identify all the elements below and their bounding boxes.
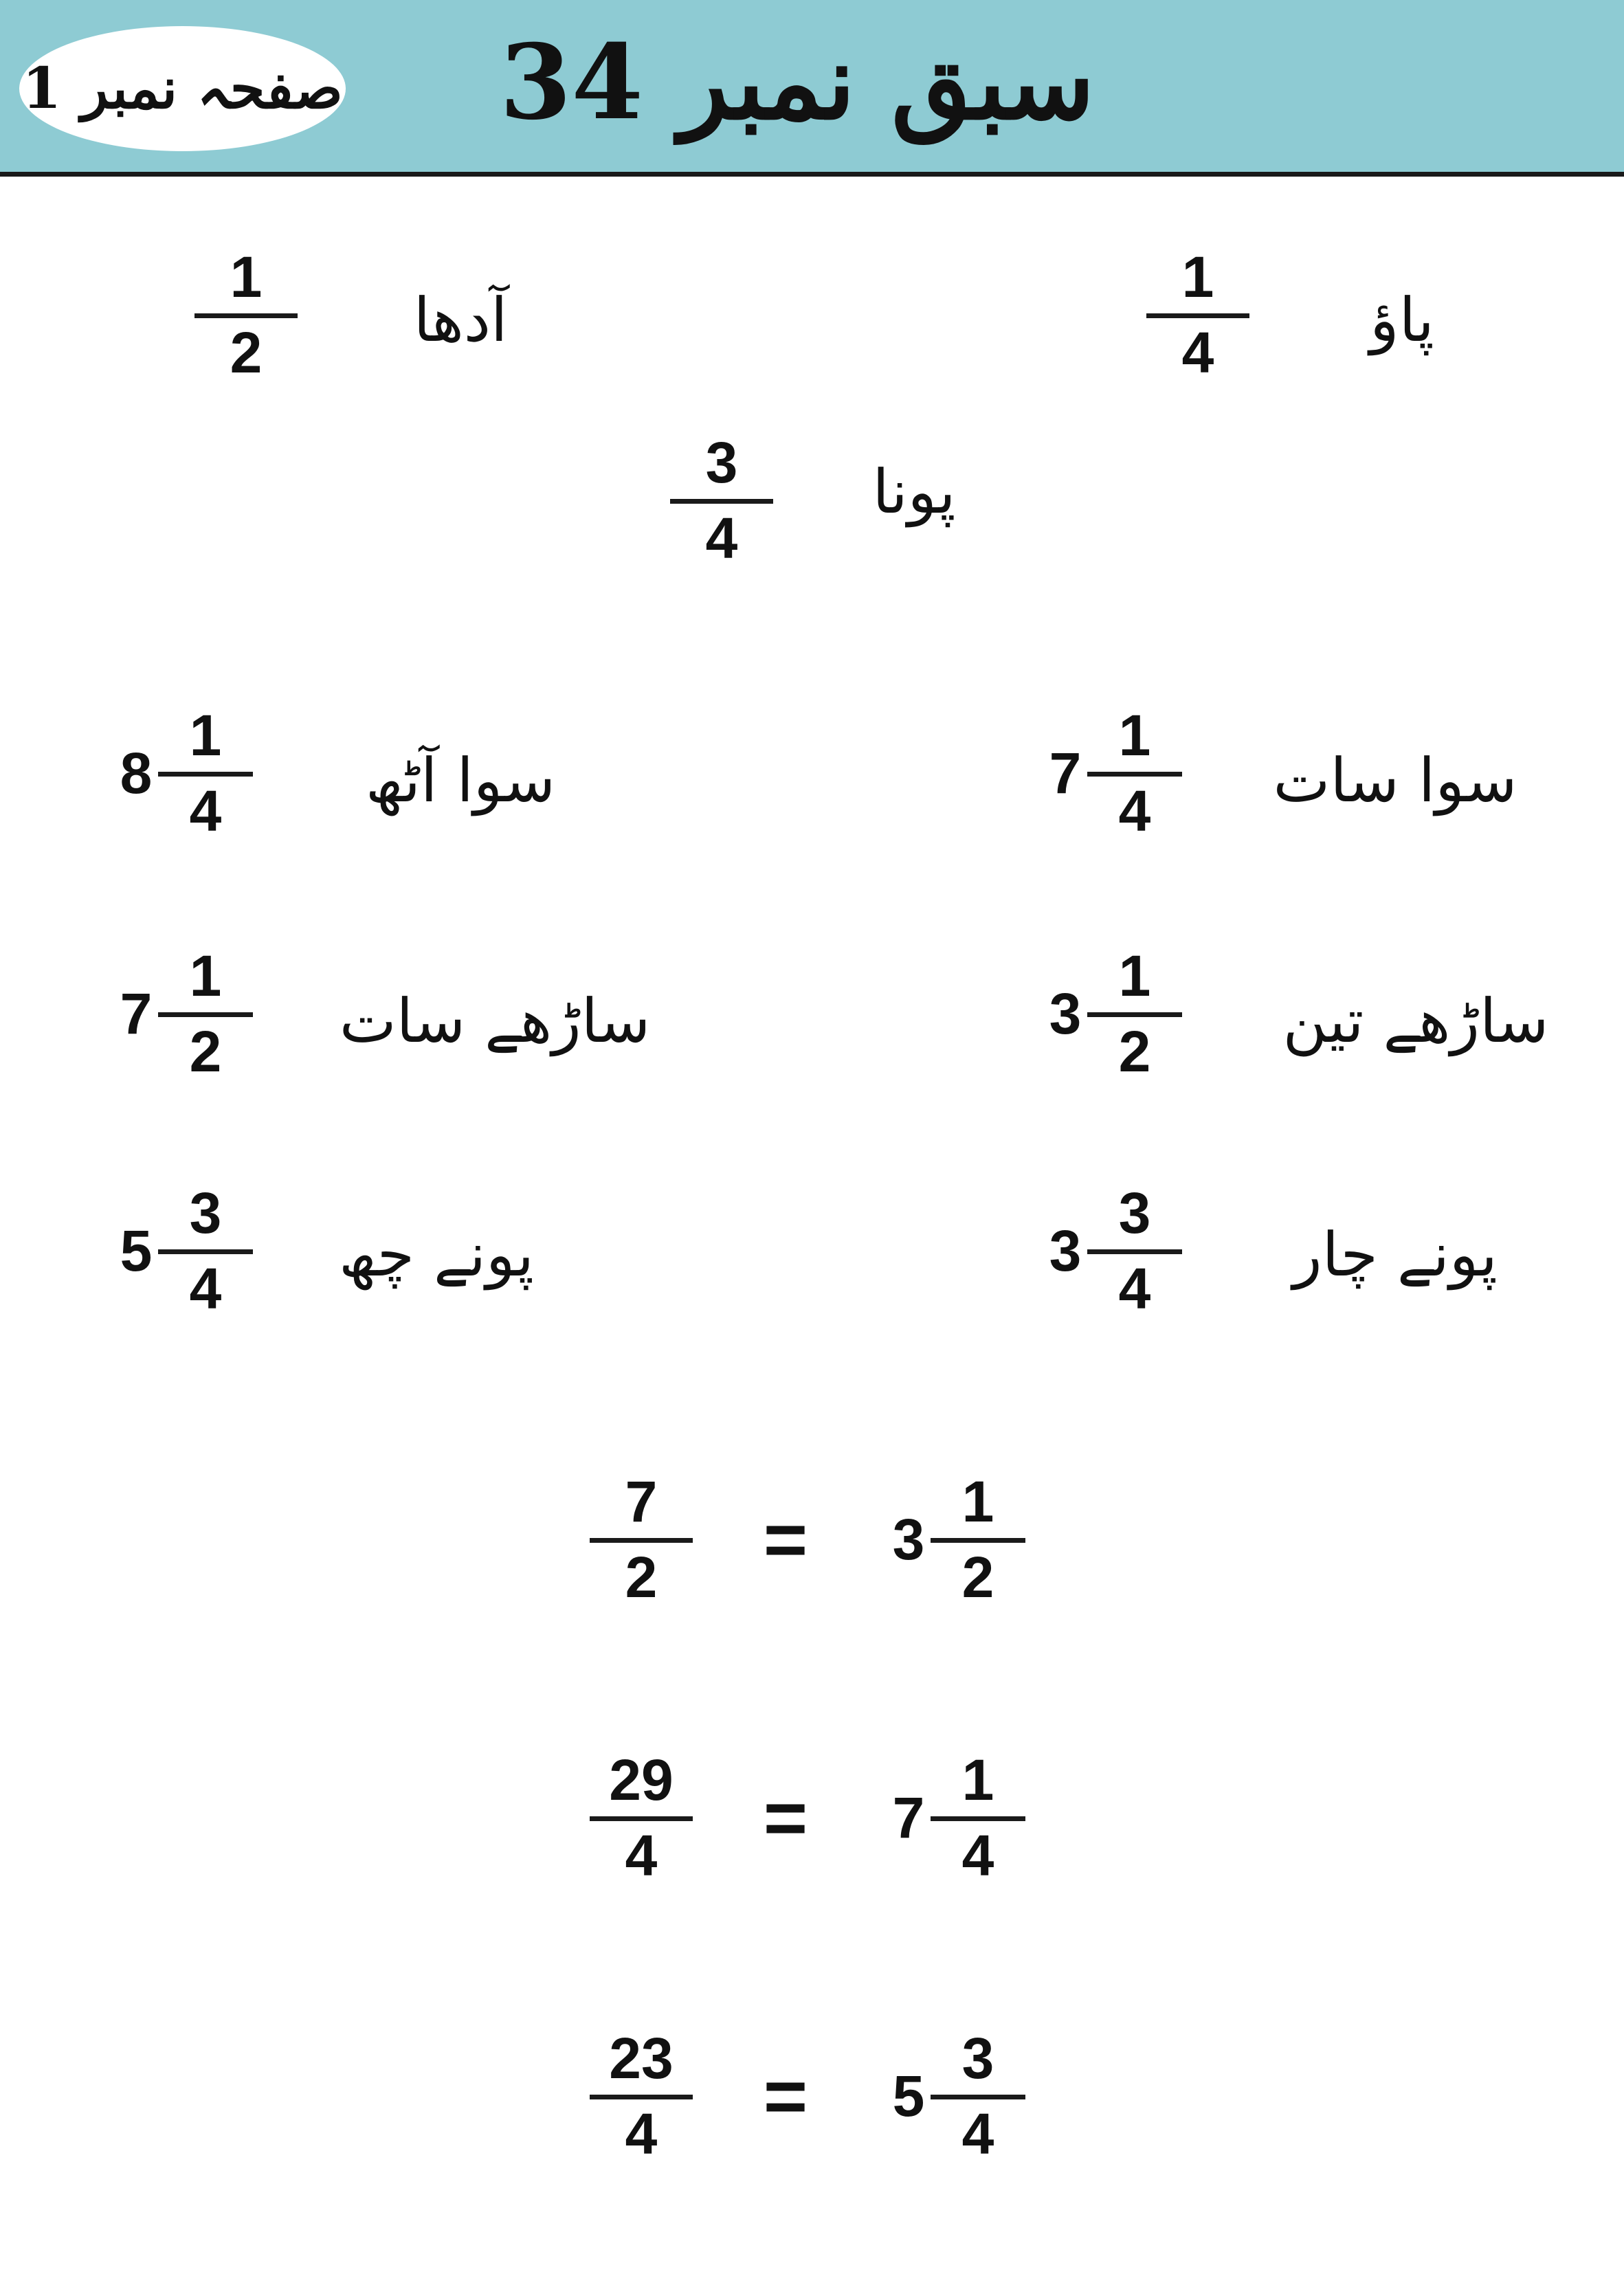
fraction-numerator: 29 [609,1748,674,1812]
term-word: سوا سات [1273,744,1517,816]
term-mixed-number [1045,1182,1182,1319]
header-banner [0,0,1624,177]
mixed-denominator: 2 [189,1019,222,1084]
mixed-numerator: 3 [1118,1181,1151,1245]
term-fraction [670,432,773,569]
mixed-whole: 7 [892,1785,925,1850]
equals-sign: = [763,1497,808,1582]
fraction-bar [931,2095,1025,2099]
mixed-denominator: 2 [961,1545,994,1609]
page-number-badge [19,26,346,151]
fraction-denominator: 2 [230,320,263,385]
mixed-numerator: 1 [1118,944,1151,1008]
mixed-denominator: 2 [1118,1019,1151,1084]
fraction-denominator: 4 [705,506,738,570]
lesson-title [481,14,1113,151]
mixed-whole: 7 [1049,741,1082,805]
fraction-denominator: 2 [625,1545,658,1609]
page-number-label: صفحہ نمبر 1 [22,56,343,122]
fraction-bar [590,2095,693,2099]
term-word: سوا آٹھ [365,744,556,816]
mixed-numerator: 1 [189,703,222,768]
fraction-bar [1087,772,1182,777]
mixed-whole: 3 [1049,981,1082,1046]
mixed-whole: 5 [120,1218,153,1283]
fraction-bar [1087,1012,1182,1017]
term-mixed-number [115,704,253,842]
fraction-numerator: 1 [1181,245,1214,309]
term-word: ساڑھے تین [1282,985,1549,1056]
term-fraction [194,246,298,383]
mixed-denominator: 4 [1118,1256,1151,1321]
fraction-bar [670,499,773,504]
term-word: ساڑھے سات [339,985,651,1056]
fraction-numerator: 3 [705,430,738,495]
term-fraction [1146,246,1249,383]
mixed-whole: 5 [892,2064,925,2128]
term-word: پونے چھ [339,1218,534,1290]
fraction-bar [931,1538,1025,1543]
mixed-whole: 8 [120,741,153,805]
mixed-numerator: 1 [961,1469,994,1534]
mixed-whole: 3 [1049,1218,1082,1283]
term-mixed-number [1045,704,1182,842]
fraction-bar [194,313,298,318]
equation-mixed-number [888,1749,1025,1886]
fraction-bar [158,772,253,777]
mixed-numerator: 3 [961,2026,994,2091]
lesson-title-text: سبق نمبر 34 [500,22,1095,143]
mixed-denominator: 4 [1118,779,1151,843]
mixed-denominator: 4 [189,779,222,843]
equals-sign: = [763,2053,808,2139]
fraction-denominator: 4 [625,2102,658,2166]
term-word: پونا [872,456,956,527]
fraction-numerator: 23 [609,2026,674,2091]
fraction-bar [158,1249,253,1254]
mixed-numerator: 3 [189,1181,222,1245]
mixed-numerator: 1 [189,944,222,1008]
term-word: آدھا [413,284,508,355]
term-mixed-number [115,945,253,1082]
mixed-whole: 7 [120,981,153,1046]
mixed-denominator: 4 [961,1823,994,1888]
equation-improper-fraction [590,1471,693,1608]
mixed-whole: 3 [892,1507,925,1572]
fraction-bar [1087,1249,1182,1254]
equation-improper-fraction [590,2027,693,2165]
equation-mixed-number [888,2027,1025,2165]
fraction-denominator: 4 [625,1823,658,1888]
fraction-bar [1146,313,1249,318]
fraction-bar [590,1538,693,1543]
fraction-bar [590,1816,693,1821]
equation-mixed-number [888,1471,1025,1608]
fraction-numerator: 7 [625,1469,658,1534]
mixed-denominator: 4 [189,1256,222,1321]
term-word: پاؤ [1370,284,1434,355]
fraction-numerator: 1 [230,245,263,309]
fraction-bar [158,1012,253,1017]
mixed-numerator: 1 [961,1748,994,1812]
term-word: پونے چار [1293,1218,1498,1290]
equals-sign: = [763,1775,808,1860]
equation-improper-fraction [590,1749,693,1886]
mixed-denominator: 4 [961,2102,994,2166]
term-mixed-number [115,1182,253,1319]
term-mixed-number [1045,945,1182,1082]
fraction-denominator: 4 [1181,320,1214,385]
mixed-numerator: 1 [1118,703,1151,768]
fraction-bar [931,1816,1025,1821]
